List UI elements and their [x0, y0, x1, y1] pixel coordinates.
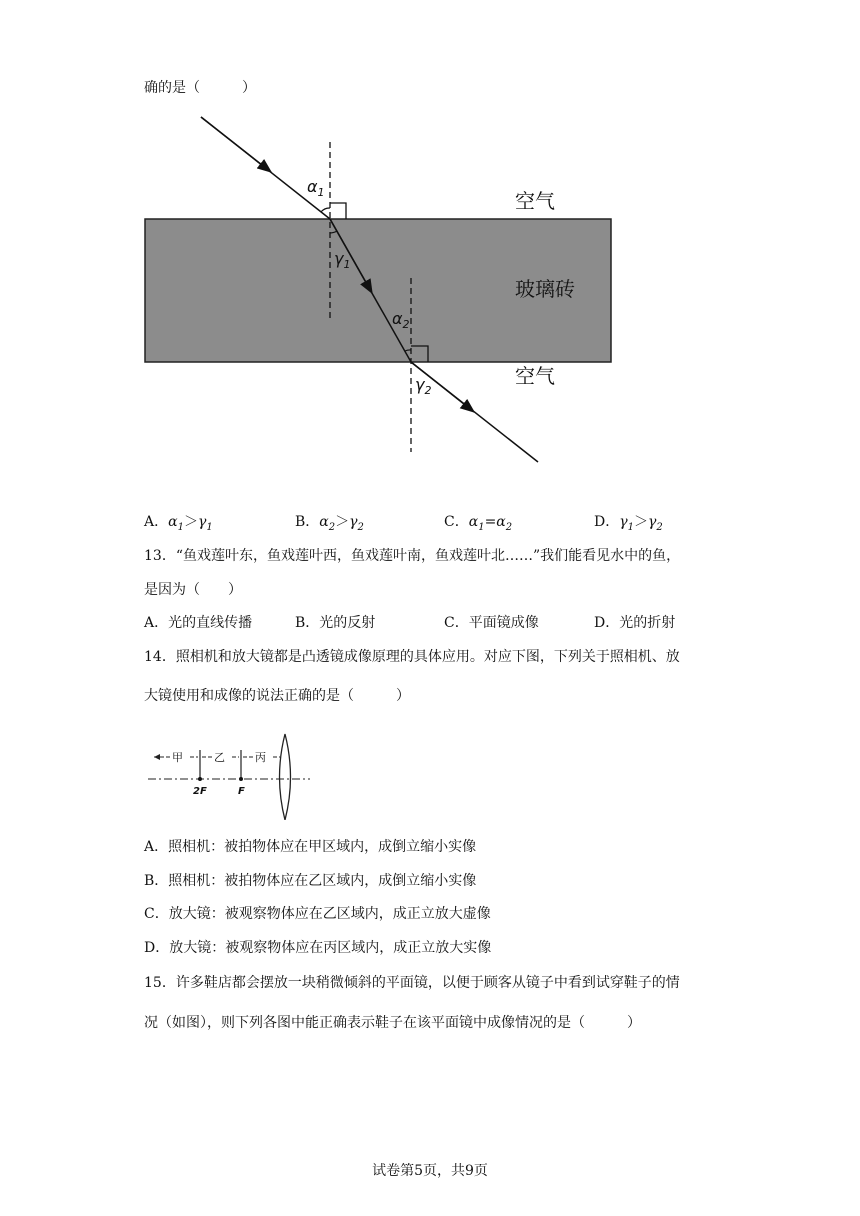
refraction-figure [0, 100, 860, 500]
lens-regions-figure [140, 730, 320, 820]
point-2f [198, 777, 202, 781]
right-angle-mark-top [330, 203, 346, 219]
q12-option-c[interactable]: C．$\alpha_1=\alpha_2$ [444, 514, 513, 533]
label-glass: 玻璃砖 [515, 277, 575, 301]
region-jia-label: 甲 [172, 751, 183, 764]
q14-option-a[interactable]: A．照相机：被拍物体应在甲区域内，成倒立缩小实像 [144, 839, 477, 855]
alpha2-label: $\alpha_2$ [392, 309, 410, 331]
page-footer: 试卷第5页，共9页 [372, 1163, 488, 1179]
q13-option-d[interactable]: D．光的折射 [594, 615, 676, 631]
label-air-top: 空气 [515, 189, 555, 213]
q14-stem-line2: 大镜使用和成像的说法正确的是（ ） [144, 688, 410, 704]
convex-lens [280, 734, 291, 820]
q13-option-b[interactable]: B．光的反射 [295, 615, 376, 631]
label-2f: 2F [193, 786, 207, 797]
alpha1-label: $\alpha_1$ [307, 177, 325, 199]
q12-option-b[interactable]: B．$\alpha_2>\gamma_2$ [295, 514, 364, 533]
q14-stem-line1: 14．照相机和放大镜都是凸透镜成像原理的具体应用。对应下图，下列关于照相机、放 [144, 649, 680, 665]
region-jia-arrow [154, 754, 160, 760]
q12-option-a[interactable]: A．$\alpha_1>\gamma_1$ [144, 514, 213, 533]
q12-option-d[interactable]: D．$\gamma_1>\gamma_2$ [594, 514, 663, 533]
region-yi-label: 乙 [214, 751, 225, 764]
region-bing-label: 丙 [255, 751, 266, 764]
gamma1-label: $\gamma_1$ [334, 249, 351, 271]
point-f [239, 777, 243, 781]
q15-stem-line2: 况（如图），则下列各图中能正确表示鞋子在该平面镜中成像情况的是（ ） [144, 1015, 641, 1031]
q14-option-c[interactable]: C．放大镜：被观察物体应在乙区域内，成正立放大虚像 [144, 906, 491, 922]
incident-ray-arrow [201, 117, 271, 172]
q13-stem-line1: 13．“鱼戏莲叶东，鱼戏莲叶西，鱼戏莲叶南，鱼戏莲叶北……”我们能看见水中的鱼， [144, 548, 681, 564]
label-air-bottom: 空气 [515, 364, 555, 388]
q13-option-a[interactable]: A．光的直线传播 [144, 615, 253, 631]
q13-stem-line2: 是因为（ ） [144, 582, 242, 598]
label-f: F [238, 786, 245, 797]
q14-option-d[interactable]: D．放大镜：被观察物体应在丙区域内，成正立放大实像 [144, 940, 492, 956]
q13-option-c[interactable]: C．平面镜成像 [444, 615, 539, 631]
gamma2-label: $\gamma_2$ [415, 375, 432, 397]
q14-option-b[interactable]: B．照相机：被拍物体应在乙区域内，成倒立缩小实像 [144, 873, 477, 889]
q12-stem-tail: 确的是（ ） [144, 80, 256, 96]
q15-stem-line1: 15．许多鞋店都会摆放一块稍微倾斜的平面镜，以便于顾客从镜子中看到试穿鞋子的情 [144, 975, 680, 991]
alpha1-arc [321, 208, 330, 212]
